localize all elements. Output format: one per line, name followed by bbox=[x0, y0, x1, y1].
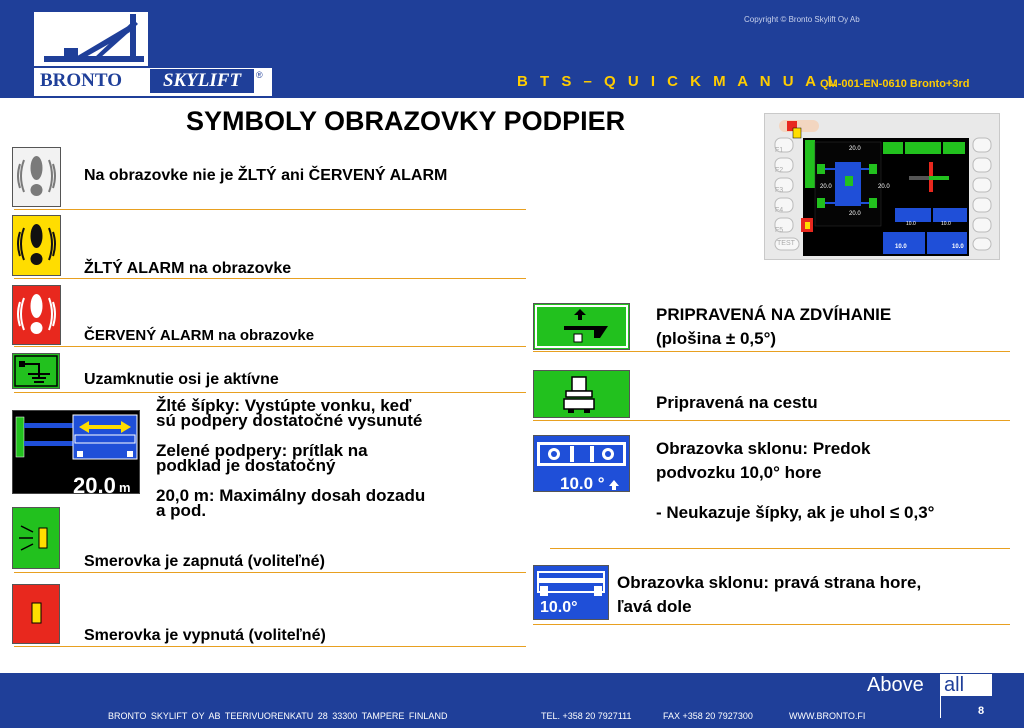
registered-mark: ® bbox=[256, 70, 263, 80]
separator bbox=[14, 572, 526, 573]
left-item-2-text: ŽLTÝ ALARM na obrazovke bbox=[84, 260, 292, 277]
panel-f4: F4 bbox=[775, 207, 784, 214]
panel-f3: F3 bbox=[775, 187, 784, 194]
brand-bronto: BRONTO bbox=[40, 70, 123, 91]
footer-web: WWW.BRONTO.FI bbox=[789, 711, 866, 721]
slogan-all: all bbox=[940, 674, 992, 696]
manual-title: B T S – Q U I C K M A N U A L bbox=[517, 73, 841, 90]
control-panel-image bbox=[764, 113, 1000, 260]
separator bbox=[14, 646, 526, 647]
header-band bbox=[0, 0, 1024, 66]
turn-signal-off-icon bbox=[12, 584, 60, 644]
panel-f-keys bbox=[775, 141, 783, 241]
right-item-1-line-2: (plošina ± 0,5°) bbox=[656, 329, 777, 348]
tilt-front-value: 10.0 ° bbox=[560, 474, 605, 493]
right-item-3-line-3: - Neukazuje šípky, ak je uhol ≤ 0,3° bbox=[656, 503, 935, 522]
right-item-4-line-2: ľavá dole bbox=[617, 597, 692, 616]
document-code: QM-001-EN-0610 Bronto+3rd bbox=[820, 78, 970, 90]
right-item-4-text bbox=[617, 571, 921, 619]
tilt-side-value: 10.0° bbox=[540, 599, 578, 616]
separator bbox=[533, 351, 1010, 352]
footer-tel: TEL. +358 20 7927111 bbox=[541, 711, 632, 721]
outrigger-reach-unit: m bbox=[119, 480, 131, 495]
brand-skylift: SKYLIFT bbox=[150, 69, 254, 93]
copyright: Copyright © Bronto Skylift Oy Ab bbox=[744, 15, 860, 24]
footer-address: BRONTO SKYLIFT OY AB TEERIVUORENKATU 28 33300 TAMPERE FINLAND bbox=[108, 711, 448, 721]
outrigger-reach-value: 20.0 bbox=[73, 473, 116, 498]
slogan-above: Above bbox=[863, 674, 941, 696]
panel-f1: F1 bbox=[775, 147, 784, 154]
left-item-5-line-3b: a pod. bbox=[156, 501, 207, 520]
red-alarm-icon bbox=[12, 285, 61, 345]
right-item-4-line-1: Obrazovka sklonu: pravá strana hore, bbox=[617, 573, 922, 592]
separator bbox=[533, 624, 1010, 625]
left-item-7-text: Smerovka je vypnutá (voliteľné) bbox=[84, 627, 326, 644]
panel-tilt-value-1: 10.0 bbox=[906, 221, 916, 227]
bronto-logo bbox=[34, 12, 148, 66]
panel-tilt-value-2: 10.0 bbox=[941, 221, 951, 227]
right-item-1-line-1: PRIPRAVENÁ NA ZDVÍHANIE bbox=[656, 305, 892, 324]
page-title: SYMBOLY OBRAZOVKY PODPIER bbox=[186, 106, 626, 136]
panel-bottom-value-1: 10.0 bbox=[895, 244, 907, 250]
left-item-6-text: Smerovka je zapnutá (voliteľné) bbox=[84, 553, 325, 570]
panel-value-top: 20.0 bbox=[849, 146, 861, 152]
left-item-3-text: ČERVENÝ ALARM na obrazovke bbox=[84, 327, 315, 344]
turn-signal-on-icon bbox=[12, 507, 60, 569]
separator bbox=[14, 392, 526, 393]
right-item-2-text: Pripravená na cestu bbox=[656, 393, 818, 412]
page-number: 8 bbox=[978, 705, 985, 717]
left-item-1-text: Na obrazovke nie je ŽLTÝ ani ČERVENÝ ALARM bbox=[84, 167, 448, 184]
ready-to-lift-icon bbox=[533, 303, 630, 350]
separator bbox=[14, 209, 526, 210]
tilt-front-icon bbox=[533, 435, 630, 492]
panel-test-label: TEST bbox=[777, 240, 795, 247]
separator bbox=[14, 346, 526, 347]
right-item-3-line-2: podvozku 10,0° hore bbox=[656, 463, 822, 482]
panel-f5: F5 bbox=[775, 227, 784, 234]
left-item-5-line-2: Zelené podpery: prítlak na bbox=[156, 441, 368, 460]
right-item-3-line-1: Obrazovka sklonu: Predok bbox=[656, 439, 871, 458]
yellow-alarm-icon bbox=[12, 215, 61, 276]
left-item-5-line-1b: sú podpery dostatočné vysunuté bbox=[156, 411, 423, 430]
left-item-5-line-3: 20,0 m: Maximálny dosah dozadu bbox=[156, 486, 426, 505]
panel-value-bottom: 20.0 bbox=[849, 211, 861, 217]
left-item-4-text: Uzamknutie osi je aktívne bbox=[84, 371, 279, 388]
axle-lock-icon bbox=[12, 353, 60, 389]
separator bbox=[533, 420, 1010, 421]
panel-f2: F2 bbox=[775, 167, 784, 174]
panel-value-right: 20.0 bbox=[878, 184, 890, 190]
left-item-5-line-2b: podklad je dostatočný bbox=[156, 456, 336, 475]
slogan-divider bbox=[940, 674, 941, 718]
separator bbox=[14, 278, 526, 279]
right-item-1-text bbox=[656, 303, 891, 351]
outrigger-status-icon bbox=[12, 410, 140, 498]
tilt-side-icon bbox=[533, 565, 609, 620]
panel-bottom-value-2: 10.0 bbox=[952, 244, 964, 250]
left-item-5-text bbox=[156, 398, 516, 518]
no-alarm-icon bbox=[12, 147, 61, 207]
left-item-5-line-1: Žlté šípky: Vystúpte vonku, keď bbox=[156, 396, 412, 415]
ready-for-transport-icon bbox=[533, 370, 630, 418]
separator bbox=[550, 548, 1010, 549]
right-item-3-text bbox=[656, 437, 934, 525]
panel-value-left: 20.0 bbox=[820, 184, 832, 190]
footer-fax: FAX +358 20 7927300 bbox=[663, 711, 753, 721]
